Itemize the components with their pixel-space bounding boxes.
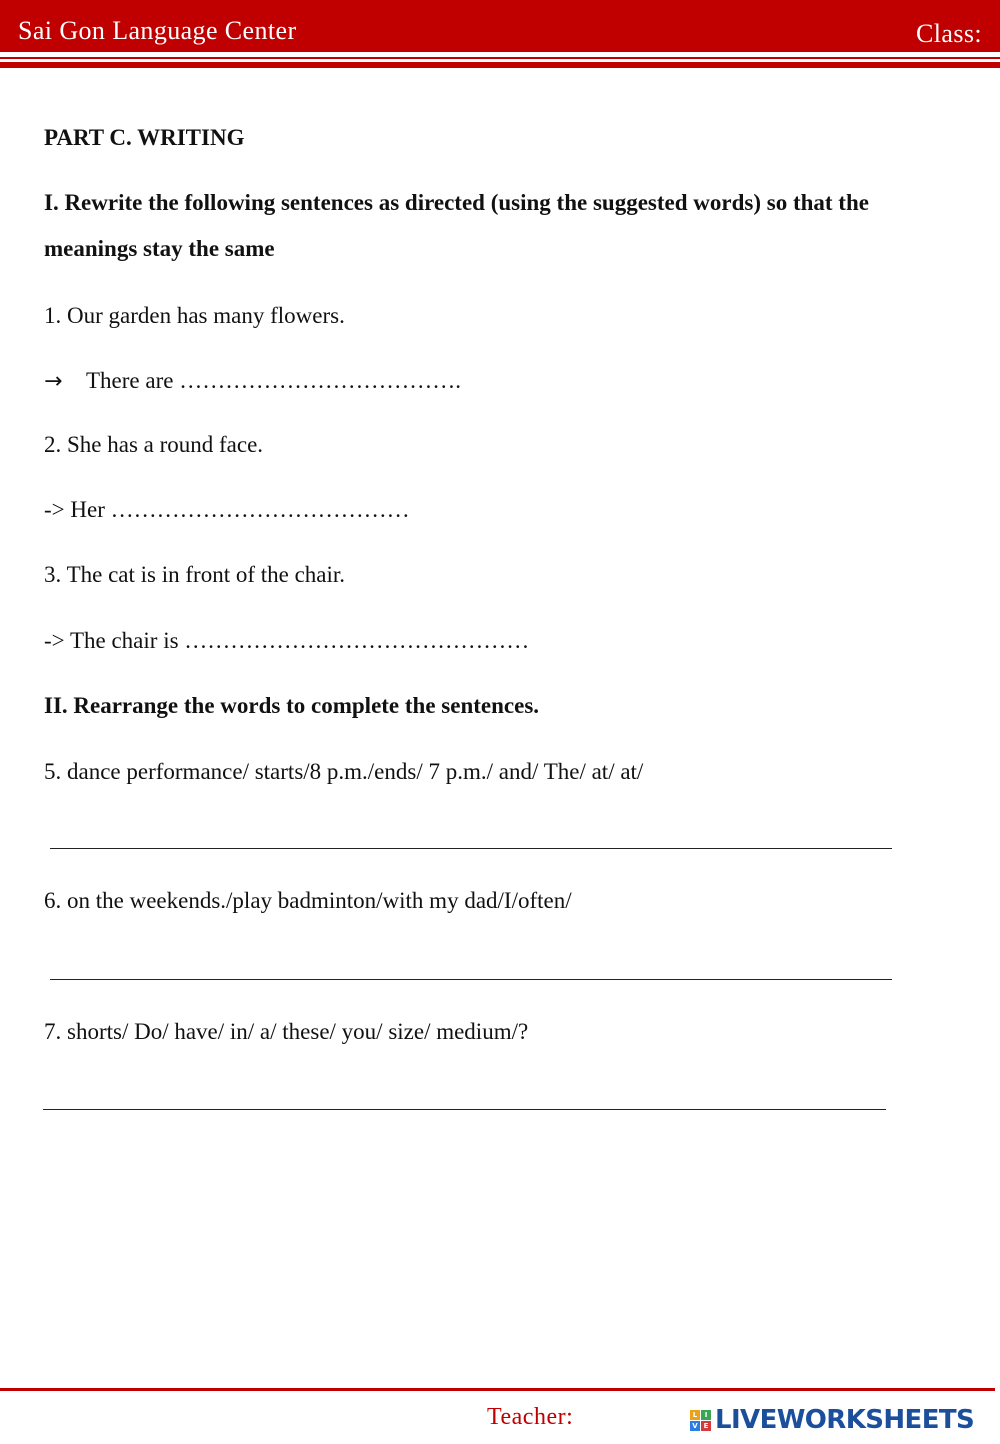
answer-3[interactable]: -> The chair is ……………………………………… [44,628,530,653]
logo-tile-e: E [701,1421,711,1431]
liveworksheets-logo [690,1403,974,1437]
footer-divider [0,1388,995,1391]
section1-instruction-line2: meanings stay the same [44,236,275,261]
question-1: 1. Our garden has many flowers. [44,303,345,328]
answer-1[interactable] [44,368,461,394]
header-divider-thick [0,62,1000,68]
teacher-label: Teacher: [487,1404,574,1430]
school-name: Sai Gon Language Center [18,16,297,45]
answer-1-text: There are ………………………………. [86,368,461,393]
right-arrow-icon: → [44,369,63,394]
logo-tile-v: V [690,1421,700,1431]
question-2: 2. She has a round face. [44,432,264,457]
question-5: 5. dance performance/ starts/8 p.m./ends/ 7 p.m./ and/ The/ at/ at/ [44,759,644,784]
question-7: 7. shorts/ Do/ have/ in/ a/ these/ you/ size/ medium/? [44,1019,529,1044]
logo-text: LIVEWORKSHEETS [715,1405,975,1435]
answer-2[interactable]: -> Her ………………………………… [44,497,410,522]
logo-tile-l: L [690,1410,700,1420]
answer-line-7[interactable] [43,1109,886,1110]
section2-instruction: II. Rearrange the words to complete the sentences. [44,693,540,718]
logo-tile-i: I [701,1410,711,1420]
answer-line-6[interactable] [50,979,892,980]
question-6: 6. on the weekends./play badminton/with my dad/I/often/ [44,888,572,913]
section1-instruction-line1: I. Rewrite the following sentences as directed (using the suggested words) so that the [44,190,869,215]
part-title: PART C. WRITING [44,125,245,150]
question-3: 3. The cat is in front of the chair. [44,562,346,587]
header-divider-thin [0,57,1000,59]
logo-grid-icon [690,1410,711,1431]
answer-line-5[interactable] [50,848,892,849]
class-label: Class: [916,19,982,48]
